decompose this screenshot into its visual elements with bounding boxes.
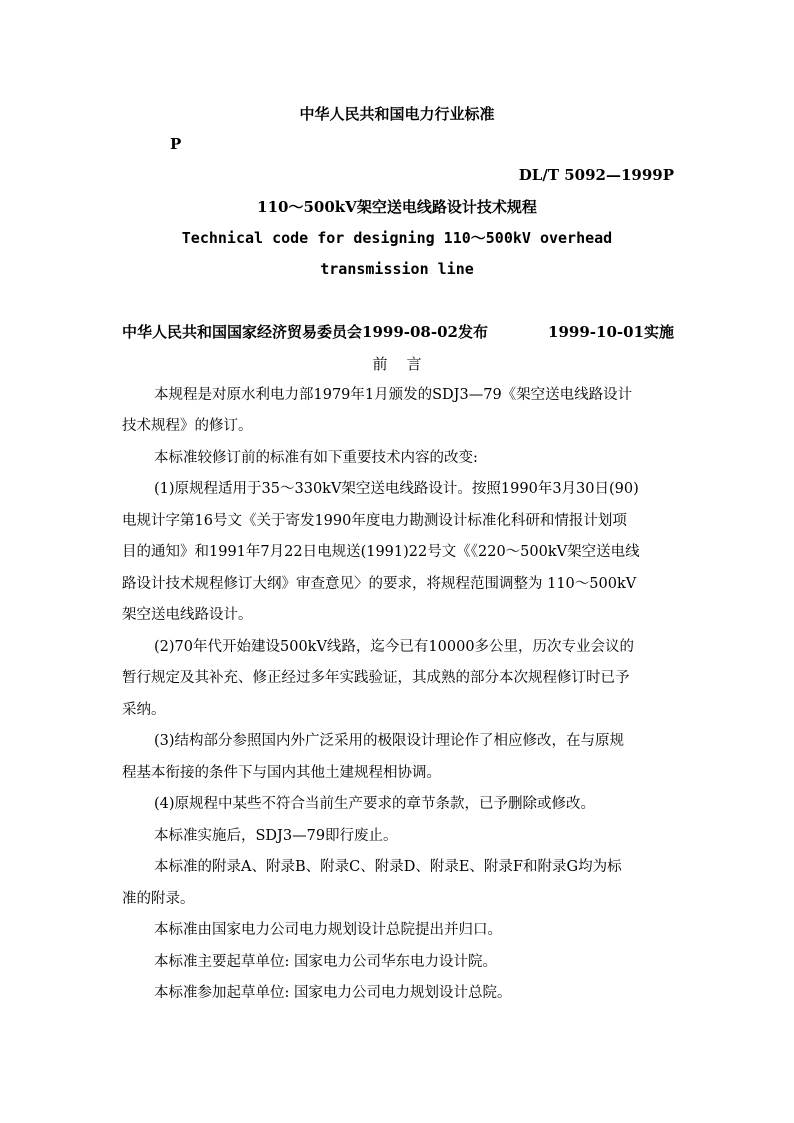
effective-date: 1999-10-01实施 xyxy=(548,323,674,341)
issuer-date: 中华人民共和国国家经济贸易委员会1999-08-02发布 xyxy=(122,323,488,341)
foreword-line: 架空送电线路设计。 xyxy=(122,607,253,623)
foreword-line: 本标准由国家电力公司电力规划设计总院提出并归口。 xyxy=(154,922,502,938)
foreword-line: 本标准主要起草单位: 国家电力公司华东电力设计院。 xyxy=(154,954,497,970)
foreword-line: (2)70年代开始建设500kV线路，迄今已有10000多公里，历次专业会议的 xyxy=(154,639,635,655)
foreword-line: 程基本衔接的条件下与国内其他土建规程相协调。 xyxy=(122,765,441,781)
foreword-line: 本标准实施后，SDJ3—79即行废止。 xyxy=(154,828,398,844)
foreword-line: 电规计字第16号文《关于寄发1990年度电力勘测设计标准化科研和情报计划项 xyxy=(122,513,627,529)
foreword-line: 本规程是对原水利电力部1979年1月颁发的SDJ3—79《架空送电线路设计 xyxy=(154,387,633,403)
foreword-line: 暂行规定及其补充、修正经过多年实践验证，其成熟的部分本次规程修订时已予 xyxy=(122,670,630,686)
foreword-line: 准的附录。 xyxy=(122,891,195,907)
foreword-line: 目的通知》和1991年7月22日电规送(1991)22号文《《220～500kV架空送电线 xyxy=(122,544,640,560)
foreword-line: (4)原规程中某些不符合当前生产要求的章节条款，已予删除或修改。 xyxy=(154,796,596,812)
classification-code: P xyxy=(170,135,182,153)
title-english-line-1: Technical code for designing 110～500kV overhead xyxy=(181,229,613,247)
foreword-line: 本标准较修订前的标准有如下重要技术内容的改变: xyxy=(154,450,478,466)
foreword-line: 采纳。 xyxy=(122,702,166,718)
foreword-line: 本标准参加起草单位: 国家电力公司电力规划设计总院。 xyxy=(154,985,512,1001)
org-title: 中华人民共和国电力行业标准 xyxy=(299,105,495,123)
foreword-line: (1)原规程适用于35～330kV架空送电线路设计。按照1990年3月30日(90) xyxy=(154,481,639,497)
title-english-line-2: transmission line xyxy=(320,260,474,278)
foreword-heading: 前 言 xyxy=(372,355,422,373)
title-chinese: 110～500kV架空送电线路设计技术规程 xyxy=(257,198,537,216)
foreword-line: (3)结构部分参照国内外广泛采用的极限设计理论作了相应修改，在与原规 xyxy=(154,733,625,749)
foreword-line: 技术规程》的修订。 xyxy=(122,418,253,434)
foreword-line: 本标准的附录A、附录B、附录C、附录D、附录E、附录F和附录G均为标 xyxy=(154,859,622,875)
standard-number: DL/T 5092—1999P xyxy=(518,166,674,184)
foreword-line: 路设计技术规程修订大纲》审查意见〉的要求，将规程范围调整为 110～500kV xyxy=(122,576,637,592)
